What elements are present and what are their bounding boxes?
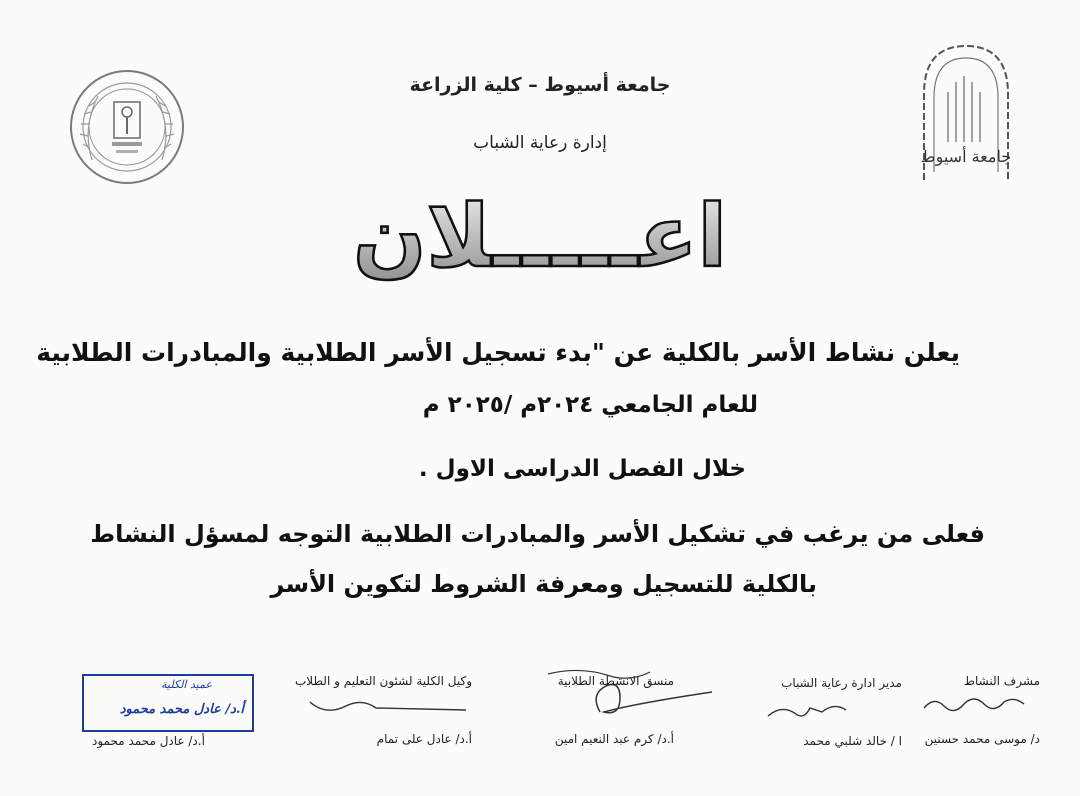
signature-role: وكيل الكلية لشئون التعليم و الطلاب xyxy=(295,674,472,688)
university-name: جامعة أسيوط – كلية الزراعة xyxy=(409,74,671,96)
assiut-university-seal-icon xyxy=(68,68,186,186)
dean-stamp xyxy=(82,674,254,732)
department-name: إدارة رعاية الشباب xyxy=(473,133,607,153)
signature-role: مشرف النشاط xyxy=(963,674,1040,688)
signature-scribble xyxy=(540,664,720,722)
body-line-2: للعام الجامعي ٢٠٢٤م /٢٠٢٥ م xyxy=(422,392,758,418)
title-text: اعـــــلان xyxy=(353,187,727,287)
signature-scribble xyxy=(762,696,852,724)
stamp-name: أ.د/ عادل محمد محمود xyxy=(119,702,244,717)
signature-name: ا / خالد شلبي محمد xyxy=(803,734,902,748)
signature-role: منسق الانشطة الطلابية xyxy=(557,674,674,688)
signature-role: مدير ادارة رعاية الشباب xyxy=(781,676,902,690)
signature-scribble xyxy=(920,690,1030,716)
signature-scribble xyxy=(306,694,476,720)
signature-name: أ.د/ عادل على تمام xyxy=(376,732,472,746)
signature-name: د/ موسى محمد حسنين xyxy=(924,732,1040,746)
body-line-3: خلال الفصل الدراسى الاول . xyxy=(418,456,746,482)
signature-name: أ.د/ كرم عبد النعيم امين xyxy=(554,732,674,746)
assiut-university-logo-icon xyxy=(918,42,1014,182)
body-line-5: بالكلية للتسجيل ومعرفة الشروط لتكوين الأسر xyxy=(270,570,817,598)
stamp-title: عميد الكلية xyxy=(161,678,212,691)
announcement-title xyxy=(340,178,740,298)
body-line-4: فعلى من يرغب في تشكيل الأسر والمبادرات الطلابية التوجه لمسؤل النشاط xyxy=(90,520,985,548)
dean-name: أ.د/ عادل محمد محمود xyxy=(92,734,205,748)
body-line-1: يعلن نشاط الأسر بالكلية عن "بدء تسجيل الأسر الطلابية والمبادرات الطلابية xyxy=(36,338,960,367)
logo-text: جامعة أسيوط xyxy=(920,147,1012,166)
